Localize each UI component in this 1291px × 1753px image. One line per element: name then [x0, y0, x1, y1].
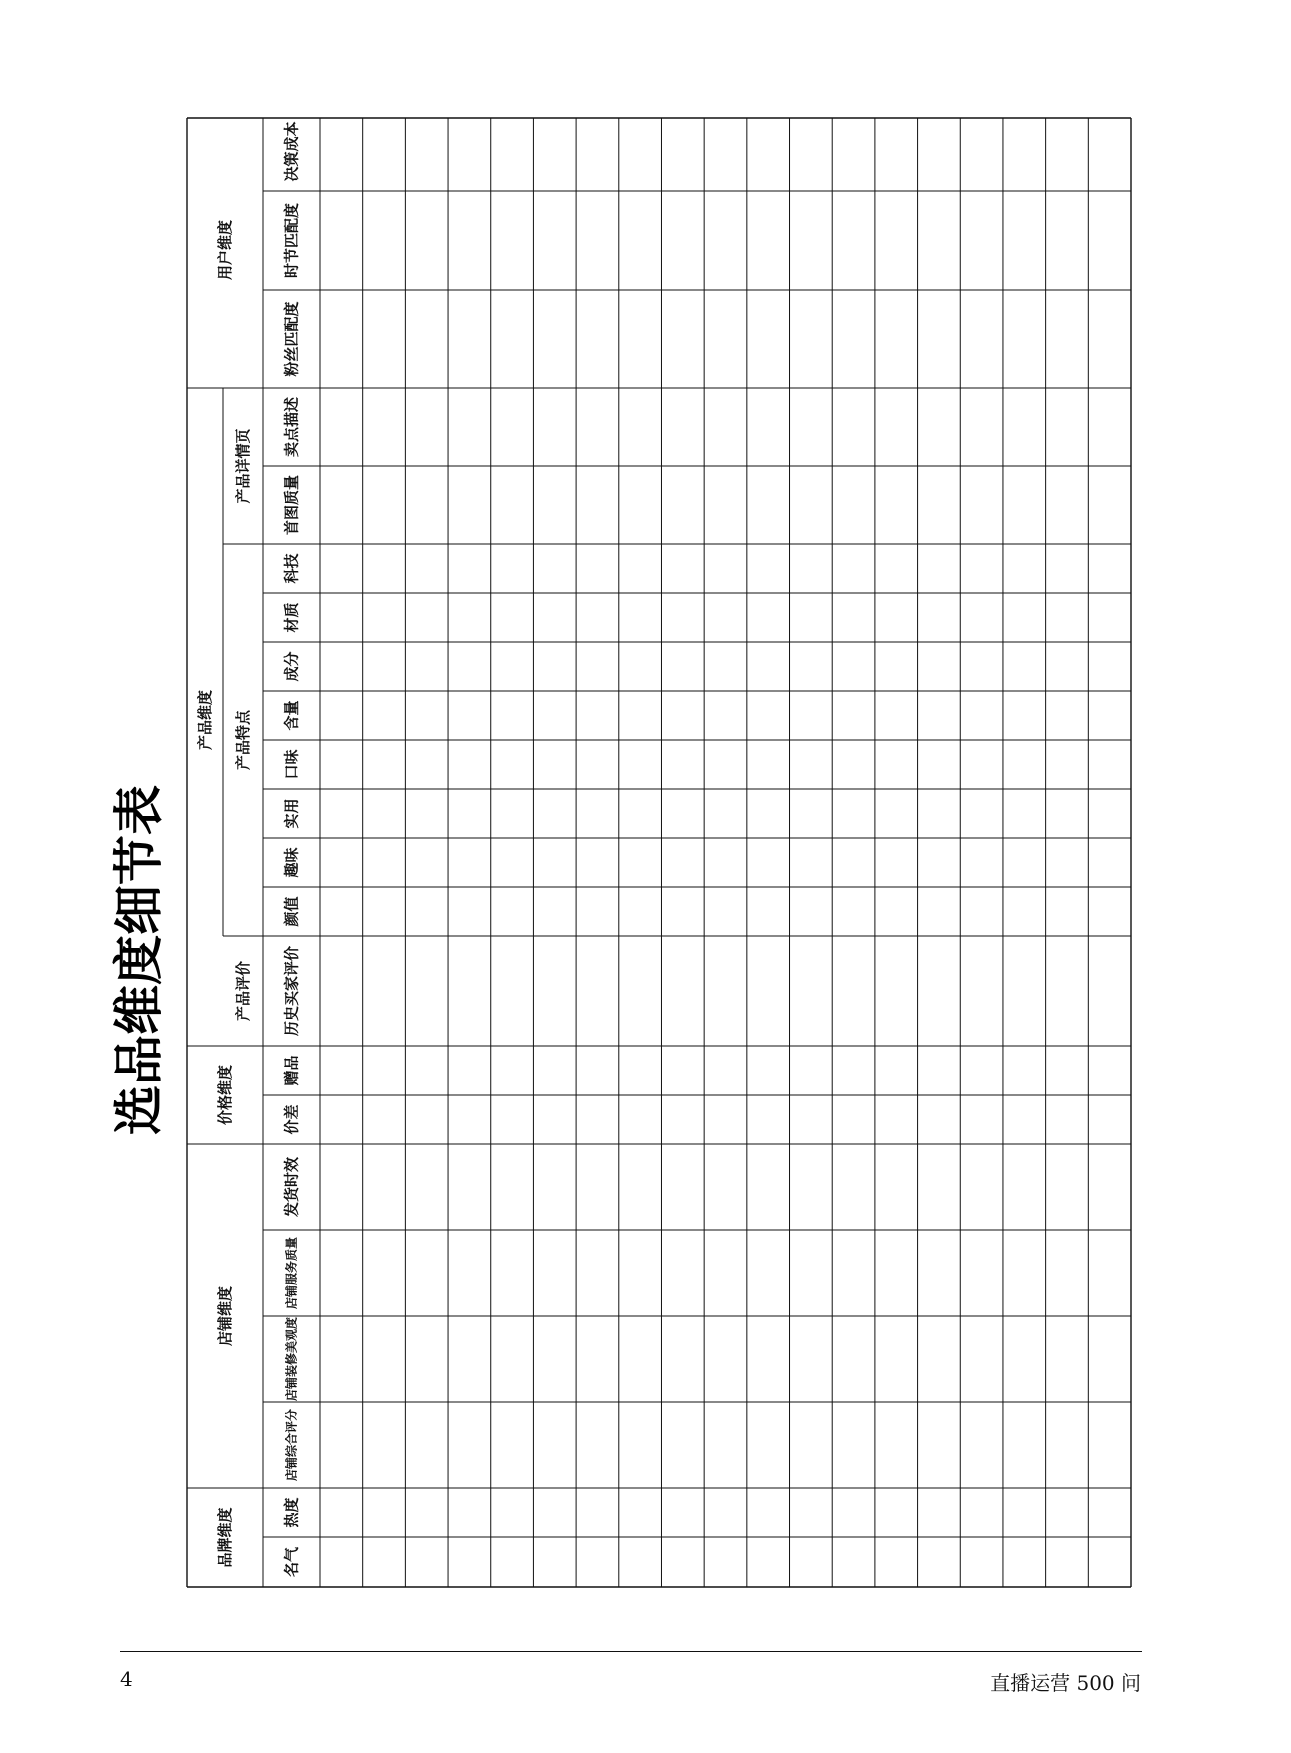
- column-header-label: 科技: [282, 553, 301, 584]
- book-title: 直播运营 500 问: [990, 1671, 1141, 1695]
- footer-rule: [120, 1651, 1142, 1652]
- column-header-label: 颜值: [282, 896, 301, 927]
- header-group-label: 用户维度: [216, 219, 234, 281]
- column-header-label: 时节匹配度: [282, 202, 301, 279]
- column-header-label: 卖点描述: [282, 396, 301, 458]
- column-header-label: 粉丝匹配度: [282, 301, 301, 377]
- column-header-label: 口味: [282, 749, 301, 780]
- column-header-label: 名气: [282, 1546, 301, 1578]
- header-group-label: 店铺维度: [216, 1285, 234, 1347]
- column-header-label-full: 店铺装修美观度: [284, 1316, 299, 1402]
- column-header-label: 价差: [282, 1104, 301, 1135]
- column-header-label: 发货时效: [282, 1156, 301, 1218]
- column-header-label: 决策成本: [282, 121, 301, 182]
- column-header-label-full: 店铺综合评分: [284, 1408, 299, 1482]
- column-header-label: 含量: [282, 700, 301, 731]
- column-header-label: 实用: [282, 798, 301, 829]
- header-group-label: 品牌维度: [216, 1507, 234, 1568]
- header-subgroup-label: 产品特点: [234, 709, 252, 771]
- column-header-label: 热度: [282, 1497, 301, 1528]
- header-subgroup-label: 产品详情页: [234, 428, 252, 504]
- column-header-label: 赠品: [282, 1055, 301, 1086]
- column-header-label: 成分: [282, 651, 301, 682]
- column-header-label: 历史买家评价: [282, 945, 301, 1037]
- column-header-label: 材质: [282, 602, 301, 633]
- page-title-text: 选品维度细节表: [110, 785, 168, 1135]
- column-header-label: 趣味: [282, 847, 301, 878]
- column-header-label-full: 店铺服务质量: [284, 1236, 299, 1310]
- column-header-label: 首图质量: [282, 474, 301, 536]
- header-group-label: 产品维度: [196, 689, 214, 751]
- page-number: 4: [120, 1667, 133, 1691]
- header-subgroup-label: 产品评价: [234, 960, 252, 1022]
- header-group-label: 价格维度: [216, 1064, 234, 1126]
